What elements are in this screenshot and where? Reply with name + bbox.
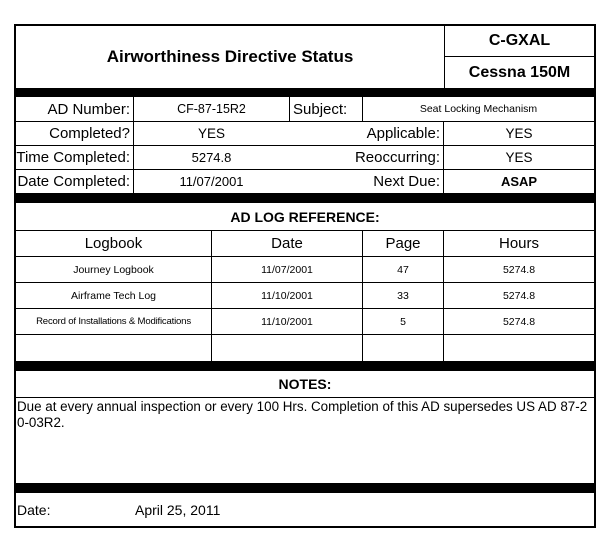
reoccurring-label: Reoccurring: (354, 149, 440, 166)
table-row-hours: 5274.8 (502, 263, 536, 276)
footer-date-label: Date: (17, 501, 51, 518)
subject-value: Seat Locking Mechanism (419, 103, 538, 115)
ad-number-value: CF-87-15R2 (177, 102, 246, 116)
time-completed-label: Time Completed: (16, 149, 130, 166)
col-header-date: Date (271, 235, 303, 252)
table-row-hours (444, 335, 594, 361)
next-due-label: Next Due: (373, 173, 440, 190)
ad-status-form (14, 24, 596, 528)
next-due-value: ASAP (500, 174, 538, 189)
col-header-hours: Hours (498, 235, 539, 252)
applicable-value: YES (505, 126, 533, 141)
table-row-page: 5 (400, 315, 406, 328)
table-row-logbook (16, 335, 211, 361)
subject-label: Subject: (293, 100, 348, 118)
table-row-logbook: Journey Logbook (73, 263, 154, 276)
date-completed-label: Date Completed: (17, 173, 130, 190)
table-row-hours: 5274.8 (502, 315, 536, 328)
date-completed-value: 11/07/2001 (179, 174, 244, 189)
aircraft-model: Cessna 150M (468, 63, 571, 81)
table-row-date: 11/10/2001 (261, 315, 313, 328)
table-row-logbook: Airframe Tech Log (70, 289, 156, 302)
completed-value: YES (197, 126, 225, 141)
footer-date-value: April 25, 2011 (135, 501, 221, 518)
table-row-logbook: Record of Installations & Modifications (36, 316, 191, 327)
notes-text: Due at every annual inspection or every 100 Hrs. Completion of this AD supersedes US AD 87-20-03R2. (17, 399, 588, 430)
log-reference-title: AD LOG REFERENCE: (230, 208, 380, 225)
completed-label: Completed? (49, 125, 130, 142)
registration: C-GXAL (488, 32, 551, 49)
time-completed-value: 5274.8 (191, 150, 232, 165)
col-header-page: Page (385, 235, 421, 252)
applicable-label: Applicable: (366, 125, 440, 142)
table-row-page: 47 (397, 263, 409, 276)
table-row-date: 11/10/2001 (261, 289, 313, 302)
col-header-logbook: Logbook (84, 235, 143, 252)
table-row-page: 33 (397, 289, 409, 302)
table-row-hours: 5274.8 (502, 289, 536, 302)
reoccurring-value: YES (505, 150, 533, 165)
table-row-page (363, 335, 443, 361)
form-title: Airworthiness Directive Status (106, 47, 354, 66)
notes-title: NOTES: (278, 376, 332, 392)
ad-number-label: AD Number: (47, 100, 130, 118)
table-row-date (212, 335, 362, 361)
table-row-date: 11/07/2001 (261, 263, 313, 276)
